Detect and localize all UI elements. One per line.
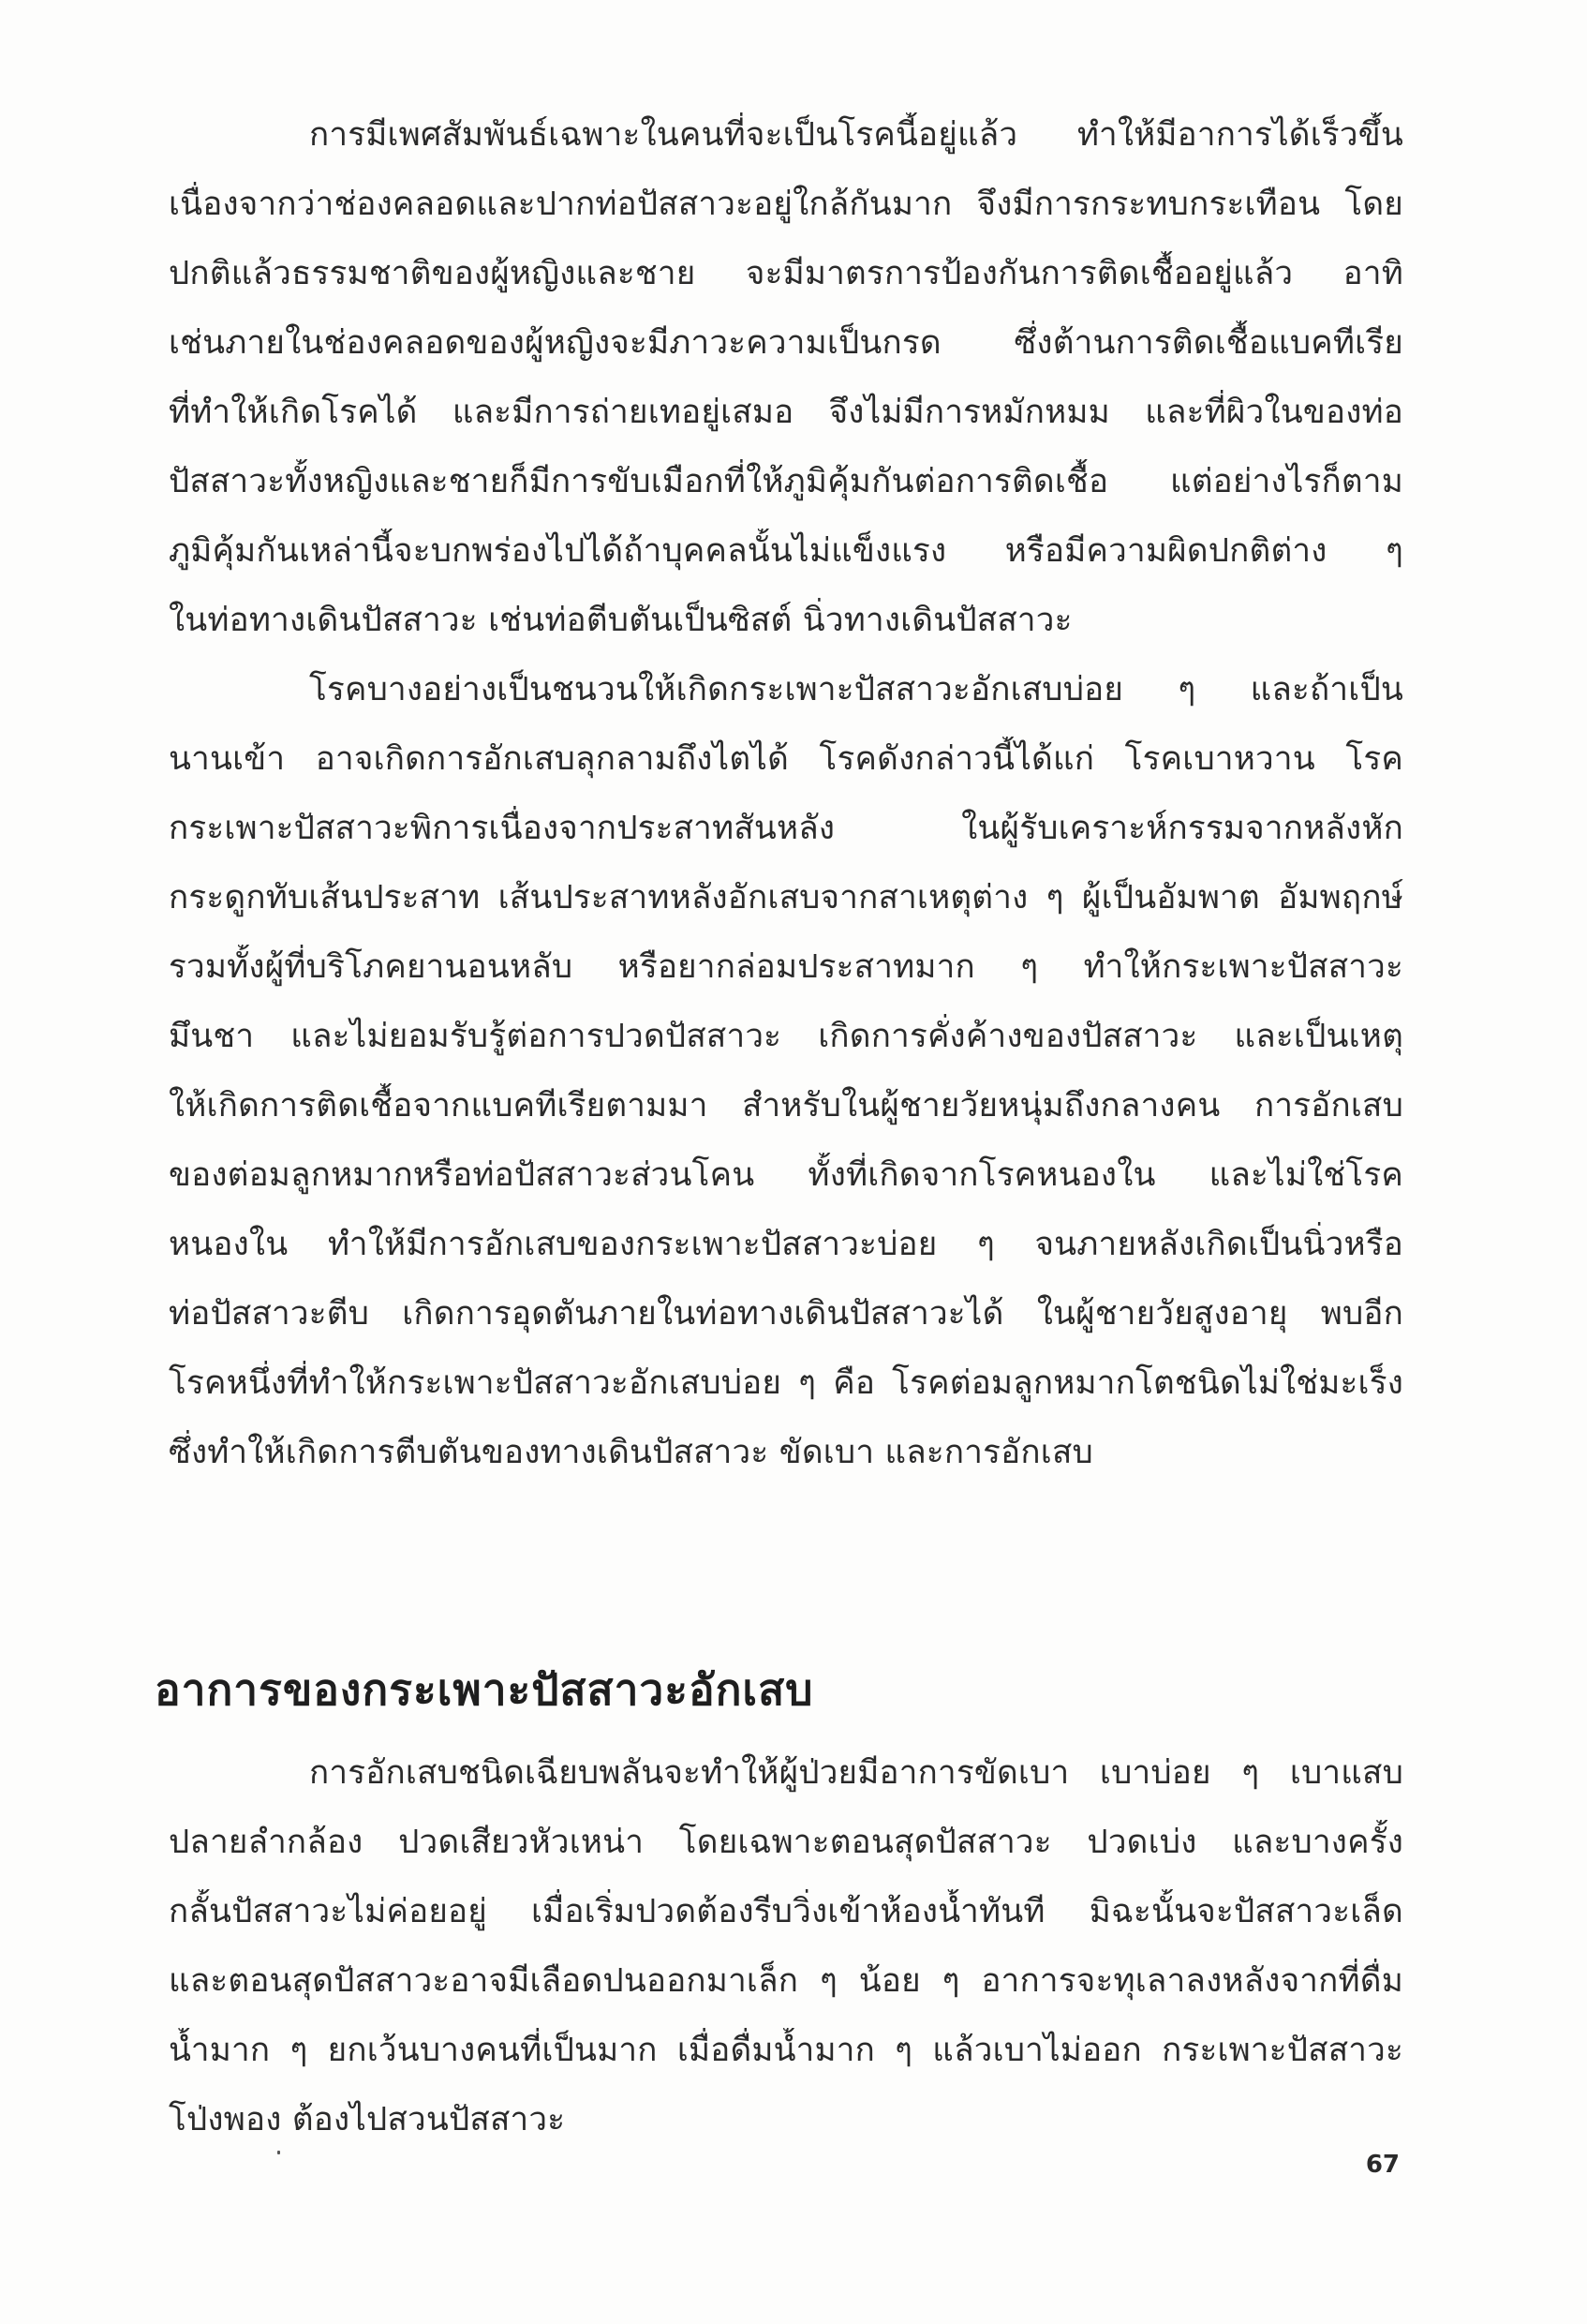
paragraph-1-line-7: ภูมิคุ้มกันเหล่านี้จะบกพร่องไปได้ถ้าบุคคลนั้นไม่แข็งแรง หรือมีความผิดปกติต่าง ๆ <box>169 532 1403 570</box>
paragraph-2-line-11: โรคหนึ่งที่ทำให้กระเพาะปัสสาวะอักเสบบ่อย ๆ คือ โรคต่อมลูกหมากโตชนิดไม่ใช่มะเร็ง <box>169 1364 1403 1402</box>
page-number: 67 <box>1365 2151 1400 2179</box>
symptoms-line-4: และตอนสุดปัสสาวะอาจมีเลือดปนออกมาเล็ก ๆ น้อย ๆ อาการจะทุเลาลงหลังจากที่ดื่ม <box>169 1962 1403 2000</box>
paragraph-2-line-2: นานเข้า อาจเกิดการอักเสบลุกลามถึงไตได้ โรคดังกล่าวนี้ได้แก่ โรคเบาหวาน โรค <box>169 740 1403 778</box>
paragraph-2-line-4: กระดูกทับเส้นประสาท เส้นประสาทหลังอักเสบจากสาเหตุต่าง ๆ ผู้เป็นอัมพาต อัมพฤกษ์ <box>169 879 1403 916</box>
symptoms-line-2: ปลายลำกล้อง ปวดเสียวหัวเหน่า โดยเฉพาะตอนสุดปัสสาวะ ปวดเบ่ง และบางครั้ง <box>169 1824 1403 1861</box>
paragraph-2-line-12: ซึ่งทำให้เกิดการตีบตันของทางเดินปัสสาวะ ขัดเบา และการอักเสบ <box>169 1434 1093 1471</box>
paragraph-1-line-1: การมีเพศสัมพันธ์เฉพาะในคนที่จะเป็นโรคนี้อยู่แล้ว ทำให้มีอาการได้เร็วขึ้น <box>309 116 1403 154</box>
symptoms-line-5: น้ำมาก ๆ ยกเว้นบางคนที่เป็นมาก เมื่อดื่มน้ำมาก ๆ แล้วเบาไม่ออก กระเพาะปัสสาวะ <box>169 2032 1403 2069</box>
paragraph-1-line-6: ปัสสาวะทั้งหญิงและชายก็มีการขับเมือกที่ให้ภูมิคุ้มกันต่อการติดเชื้อ แต่อย่างไรก็ตาม <box>169 463 1403 500</box>
paragraph-1-line-8: ในท่อทางเดินปัสสาวะ เช่นท่อตีบตันเป็นซิสต์ นิ่วทางเดินปัสสาวะ <box>169 602 1073 639</box>
paragraph-2-line-1: โรคบางอย่างเป็นชนวนให้เกิดกระเพาะปัสสาวะอักเสบบ่อย ๆ และถ้าเป็น <box>309 671 1403 708</box>
paragraph-1-line-3: ปกติแล้วธรรมชาติของผู้หญิงและชาย จะมีมาตรการป้องกันการติดเชื้ออยู่แล้ว อาทิ <box>169 255 1403 292</box>
symptoms-line-6: โป่งพอง ต้องไปสวนปัสสาวะ <box>169 2101 566 2138</box>
section-heading: อาการของกระเพาะปัสสาวะอักเสบ <box>155 1664 814 1715</box>
paragraph-2-line-10: ท่อปัสสาวะตีบ เกิดการอุดตันภายในท่อทางเดินปัสสาวะได้ ในผู้ชายวัยสูงอายุ พบอีก <box>169 1295 1403 1333</box>
paragraph-1-line-5: ที่ทำให้เกิดโรคได้ และมีการถ่ายเทอยู่เสมอ จึงไม่มีการหมักหมม และที่ผิวในของท่อ <box>169 394 1403 431</box>
paragraph-2-line-3: กระเพาะปัสสาวะพิการเนื่องจากประสาทสันหลัง ในผู้รับเคราะห์กรรมจากหลังหัก <box>169 810 1403 847</box>
symptoms-line-1: การอักเสบชนิดเฉียบพลันจะทำให้ผู้ป่วยมีอาการขัดเบา เบาบ่อย ๆ เบาแสบ <box>309 1754 1403 1792</box>
paragraph-2-line-8: ของต่อมลูกหมากหรือท่อปัสสาวะส่วนโคน ทั้งที่เกิดจากโรคหนองใน และไม่ใช่โรค <box>169 1156 1403 1194</box>
paragraph-2-line-6: มึนชา และไม่ยอมรับรู้ต่อการปวดปัสสาวะ เกิดการคั่งค้างของปัสสาวะ และเป็นเหตุ <box>169 1018 1403 1055</box>
paragraph-1-line-4: เช่นภายในช่องคลอดของผู้หญิงจะมีภาวะความเป็นกรด ซึ่งต้านการติดเชื้อแบคทีเรีย <box>169 324 1403 362</box>
paragraph-1-line-2: เนื่องจากว่าช่องคลอดและปากท่อปัสสาวะอยู่ใกล้กันมาก จึงมีการกระทบกระเทือน โดย <box>169 186 1403 223</box>
symptoms-line-3: กลั้นปัสสาวะไม่ค่อยอยู่ เมื่อเริ่มปวดต้องรีบวิ่งเข้าห้องน้ำทันที มิฉะนั้นจะปัสสาวะเล็ด <box>169 1893 1403 1930</box>
scan-speck <box>277 2151 280 2154</box>
paragraph-2-line-7: ให้เกิดการติดเชื้อจากแบคทีเรียตามมา สำหรับในผู้ชายวัยหนุ่มถึงกลางคน การอักเสบ <box>169 1087 1403 1125</box>
paragraph-2-line-9: หนองใน ทำให้มีการอักเสบของกระเพาะปัสสาวะบ่อย ๆ จนภายหลังเกิดเป็นนิ่วหรือ <box>169 1226 1403 1263</box>
paragraph-2-line-5: รวมทั้งผู้ที่บริโภคยานอนหลับ หรือยากล่อมประสาทมาก ๆ ทำให้กระเพาะปัสสาวะ <box>169 948 1403 986</box>
